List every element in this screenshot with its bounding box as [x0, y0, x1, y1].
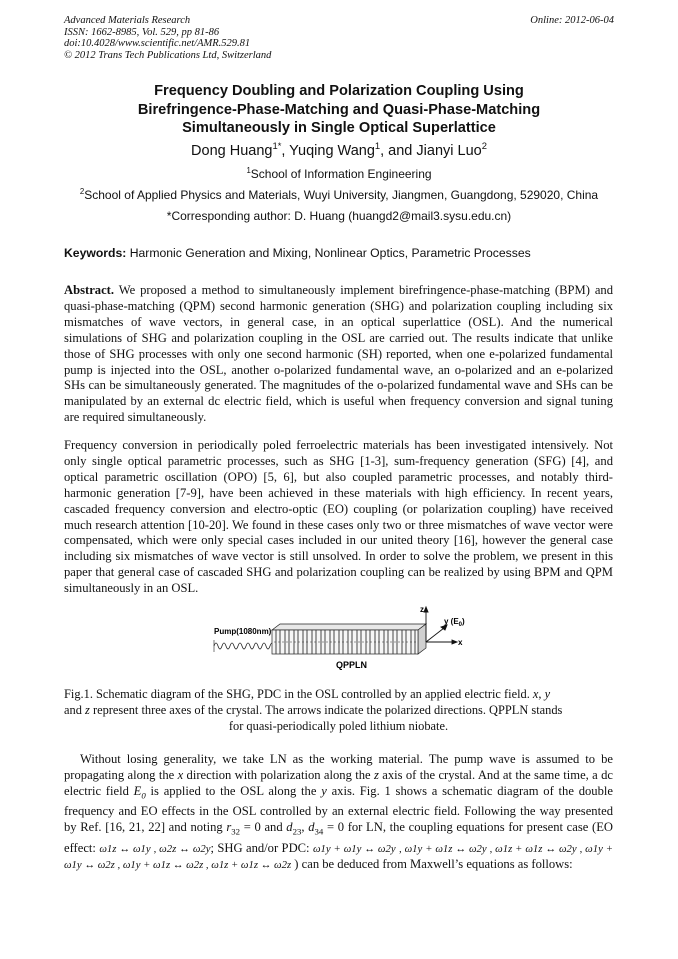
affil-text: School of Applied Physics and Materials, Wuyi University, Jiangmen, Guangdong, 529020, China [84, 188, 599, 202]
author-affil-marker: 1* [272, 140, 282, 152]
pump-label: Pump(1080nm) [214, 627, 272, 636]
author-affil-marker: 2 [481, 140, 487, 152]
corresponding-author: *Corresponding author: D. Huang (huangd2@mail3.sysu.edu.cn) [166, 209, 512, 223]
pump-wave [214, 643, 278, 649]
axis-y-label: y $(E_0)$ [444, 617, 465, 628]
crystal-label: QPPLN [336, 660, 368, 670]
doi-line[interactable]: doi:10.4028/www.scientific.net/AMR.529.81 [64, 38, 251, 49]
author-name: Jianyi Luo [416, 143, 482, 159]
journal-header [64, 15, 271, 61]
figure-caption: Fig.1. Schematic diagram of the SHG, PDC in the OSL controlled by an applied electric field. x, y and z represent three axes of the crystal. The arrows indicate the polarized directions. QPPLN stands for quasi-periodically poled lithium niobate. [64, 687, 563, 733]
body-paragraph: Without losing generality, we take LN as the working material. The pump wave is assumed to be propagating along the x direction with polarization along the z axis of the crystal. And at the same time, a dc electric field $E_0$ is applied to the OSL along the y axis. Fig. 1 shows a schematic diagram of the double frequency and EO effects in the OSL controlled by an external electric field. Following the way presented by Ref. [16, 21, 22] and noting $r_{32} = 0$ and $d_{23}$, $d_{34} = 0$ for LN, the coupling equations for present case (EO effect: ω1z ↔ ω1y , ω2z ↔ ω2y; SHG and/or PDC: ω1y + ω1y ↔ ω2y , ω1y + ω1z ↔ ω2y , ω1z + ω1z ↔ ω2y , ω1y + ω1y ↔ ω2z , ω1y + ω1z ↔ ω2z , ω1z + ω1z ↔ ω2z ) can be deduced from Maxwell’s equations as follows: [64, 752, 613, 872]
abstract [64, 283, 613, 426]
affil-marker: 1 [246, 166, 251, 175]
affil-marker: 2 [79, 187, 85, 196]
title-line: Birefringence-Phase-Matching and Quasi-Phase-Matching [137, 101, 541, 118]
copyright-line: © 2012 Trans Tech Publications Ltd, Switzerland [64, 49, 272, 61]
title-line: Frequency Doubling and Polarization Coupling Using [154, 83, 524, 99]
axis-z-label: z [420, 605, 424, 614]
keywords-label: Keywords: [64, 246, 127, 260]
axis-x-label: x [458, 638, 463, 647]
qppln-crystal [272, 624, 426, 654]
affil-text: School of Information Engineering [250, 167, 432, 181]
figure-1-schematic [212, 604, 472, 674]
author-separator: , and [380, 143, 417, 159]
keywords [64, 245, 613, 261]
online-date: Online: 2012-06-04 [530, 15, 614, 26]
affiliation-2 [0, 188, 678, 202]
journal-name: Advanced Materials Research [64, 15, 191, 26]
author-name: Yuqing Wang [289, 143, 375, 159]
keywords-text: Harmonic Generation and Mixing, Nonlinear Optics, Parametric Processes [129, 246, 531, 260]
paper-title [0, 82, 678, 138]
author-name: Dong Huang [191, 143, 273, 159]
affiliation-1 [0, 167, 678, 181]
abstract-label: Abstract. [64, 283, 115, 297]
issn-line: ISSN: 1662-8985, Vol. 529, pp 81-86 [64, 26, 220, 38]
title-line: Simultaneously in Single Optical Superlattice [182, 120, 496, 136]
author-list: Dong Huang$^{1*}$, Yuqing Wang$^1$, and Jianyi Luo$^2$ [191, 140, 487, 159]
abstract-text: We proposed a method to simultaneously implement birefringence-phase-matching (BPM) and quasi-phase-matching (QPM) second harmonic generation (SHG) and polarization coupling including six mismatches of wave vectors, in general case, in an optical superlattice (OSL). And the numerical simulations of SHG and polarization coupling in the OSL are carried out. The results indicate that unlike those of SHG processes with only one second harmonic (SH) reported, when one e-polarized fundamental pump is injected into the OSL, another o-polarized fundamental wave, an o-polarized and an e-polarized SHs can be simultaneously generated. The magnitudes of the o-polarized fundamental wave and SHs can be manipulated by an external dc electric field, which is useful when frequency conversion and signal tuning are required simultaneously. [64, 283, 613, 425]
intro-paragraph: Frequency conversion in periodically poled ferroelectric materials has been investigated intensively. Not only single optical parametric processes, such as SHG [1-3], sum-frequency generation (SFG) [4], and optical parametric oscillation (OPO) [5, 6], but also coupled parametric processes, and notably third-harmonic generation [7-9], have been achieved in these materials with high efficiency. In recent years, cascaded frequency conversion and electro-optic (EO) coupling (or polarization coupling) have received much research attention [10-20]. We found in these cases only two or three mismatches of wave vector were compensated, which were only special cases included in our united theory [16], however the general case including six mismatches of wave vector is still unsolved. In order to solve the problem, we present in this paper that general case of cascaded SHG and polarization coupling can be realized by using BPM and QPM simultaneously in an OSL. [64, 438, 613, 596]
author-affil-marker: 1 [374, 140, 381, 152]
